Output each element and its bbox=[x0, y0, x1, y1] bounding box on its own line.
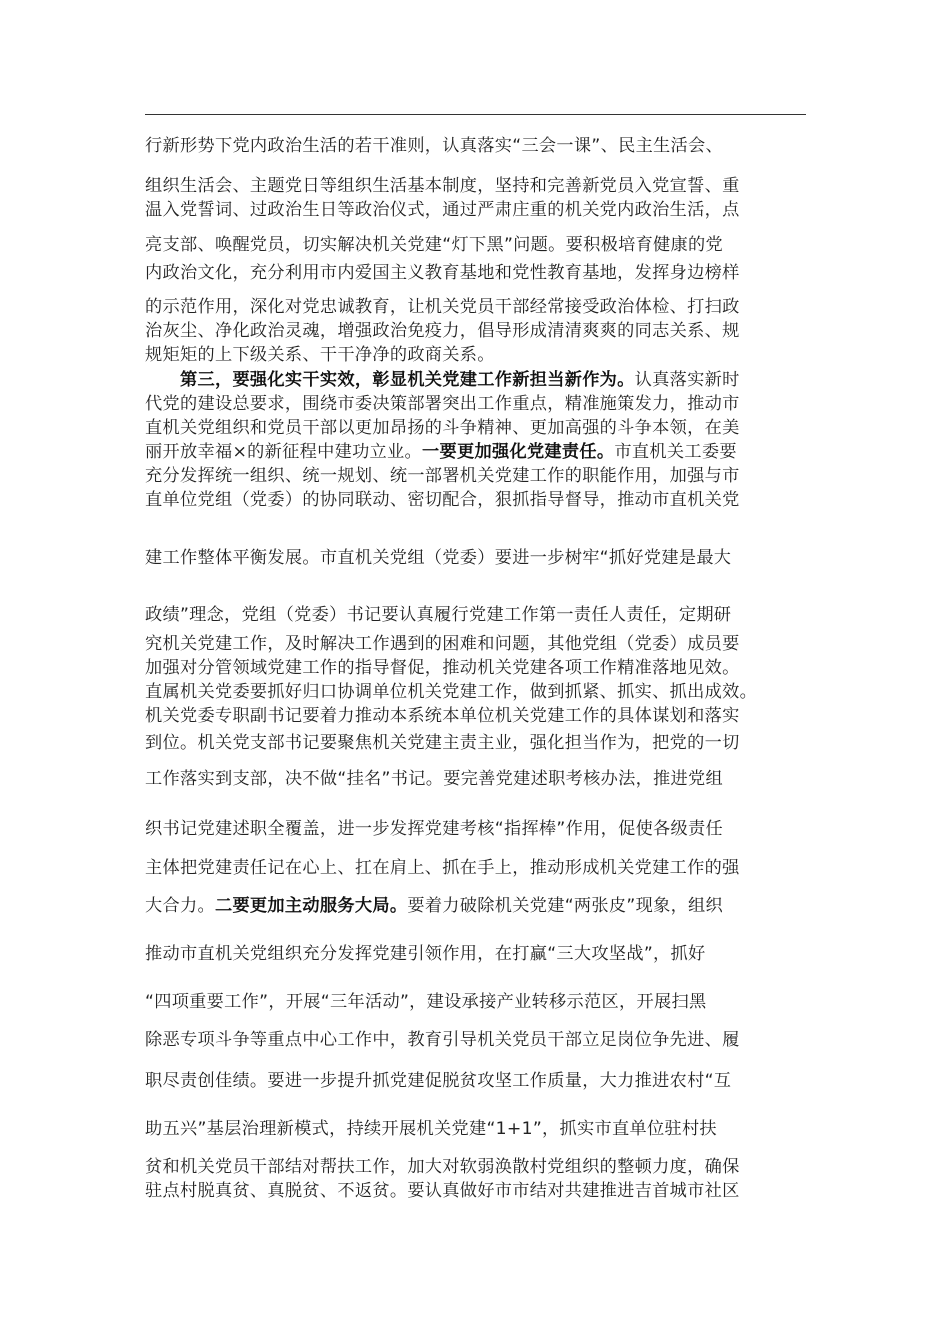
text-run: 直单位党组（党委）的协同联动、密切配合，狠抓指导督导，推动市直机关党 bbox=[145, 490, 740, 510]
text-run: 推动市直机关党组织充分发挥党建引领作用，在打赢“三大攻坚战”，抓好 bbox=[145, 944, 706, 964]
text-line bbox=[145, 1156, 810, 1178]
text-run: 代党的建设总要求，围绕市委决策部署突出工作重点，精准施策发力，推动市 bbox=[145, 394, 740, 414]
text-line bbox=[145, 895, 810, 917]
bold-text-run: 一要更加强化党建责任。 bbox=[422, 442, 615, 462]
text-line bbox=[145, 369, 810, 391]
text-run: 贫和机关党员干部结对帮扶工作，加大对软弱涣散村党组织的整顿力度，确保 bbox=[145, 1157, 740, 1177]
text-line bbox=[145, 681, 810, 703]
text-run: 规矩矩的上下级关系、干干净净的政商关系。 bbox=[145, 345, 495, 365]
text-line bbox=[145, 705, 810, 727]
text-line bbox=[145, 393, 810, 415]
text-line bbox=[145, 604, 810, 626]
text-line bbox=[145, 991, 810, 1013]
bold-text-run: 二要更加主动服务大局。 bbox=[214, 896, 408, 916]
text-line bbox=[145, 1029, 810, 1051]
text-line bbox=[145, 320, 810, 342]
text-run: 究机关党建工作，及时解决工作遇到的困难和问题，其他党组（党委）成员要 bbox=[145, 634, 740, 654]
text-line bbox=[145, 262, 810, 284]
text-run: 要着力破除机关党建“两张皮”现象，组织 bbox=[407, 896, 724, 916]
text-run: 机关党委专职副书记要着力推动本系统本单位机关党建工作的具体谋划和落实 bbox=[145, 706, 740, 726]
text-line bbox=[145, 417, 810, 439]
text-run: 治灰尘、净化政治灵魂，增强政治免疫力，倡导形成清清爽爽的同志关系、规 bbox=[145, 321, 740, 341]
text-run: 内政治文化，充分利用市内爱国主义教育基地和党性教育基地，发挥身边榜样 bbox=[145, 263, 740, 283]
text-run: 的示范作用，深化对党忠诚教育，让机关党员干部经常接受政治体检、打扫政 bbox=[145, 297, 740, 317]
text-run: 织书记党建述职全覆盖，进一步发挥党建考核“指挥棒”作用，促使各级责任 bbox=[145, 819, 724, 839]
text-run: 亮支部、唤醒党员，切实解决机关党建“灯下黑”问题。要积极培育健康的党 bbox=[145, 235, 724, 255]
text-run: 大合力。 bbox=[145, 896, 215, 916]
text-run: 助五兴”基层治理新模式，持续开展机关党建“1+1”，抓实市直单位驻村扶 bbox=[145, 1119, 717, 1139]
text-line bbox=[145, 943, 810, 965]
text-run: 主体把党建责任记在心上、扛在肩上、抓在手上，推动形成机关党建工作的强 bbox=[145, 858, 740, 878]
text-line bbox=[145, 1070, 810, 1092]
text-line bbox=[145, 818, 810, 840]
text-line bbox=[145, 857, 810, 879]
text-run: 认真落实新时 bbox=[634, 370, 740, 390]
text-run: 直属机关党委要抓好归口协调单位机关党建工作，做到抓紧、抓实、抓出成效。 bbox=[145, 682, 758, 702]
text-run: 温入党誓词、过政治生日等政治仪式，通过严肃庄重的机关党内政治生活，点 bbox=[145, 200, 740, 220]
text-run: “四项重要工作”，开展“三年活动”，建设承接产业转移示范区，开展扫黑 bbox=[145, 992, 707, 1012]
text-line bbox=[145, 489, 810, 511]
text-run: 职尽责创佳绩。要进一步提升抓党建促脱贫攻坚工作质量，大力推进农村“互 bbox=[145, 1071, 732, 1091]
text-line bbox=[145, 234, 810, 256]
text-run: 丽开放幸福×的新征程中建功立业。 bbox=[145, 442, 423, 462]
text-line bbox=[145, 732, 810, 754]
text-run: 到位。机关党支部书记要聚焦机关党建主责主业，强化担当作为，把党的一切 bbox=[145, 733, 740, 753]
text-run: 市直机关工委要 bbox=[614, 442, 737, 462]
text-line bbox=[145, 768, 810, 790]
text-run: 直机关党组织和党员干部以更加昂扬的斗争精神、更加高强的斗争本领，在美 bbox=[145, 418, 740, 438]
text-line bbox=[145, 1180, 810, 1202]
text-line bbox=[145, 465, 810, 487]
header-rule bbox=[145, 114, 806, 115]
text-line bbox=[145, 135, 810, 157]
text-run: 除恶专项斗争等重点中心工作中，教育引导机关党员干部立足岗位争先进、履 bbox=[145, 1030, 740, 1050]
text-line bbox=[145, 344, 810, 366]
text-line bbox=[145, 1118, 810, 1140]
text-line bbox=[145, 441, 810, 463]
text-line bbox=[145, 175, 810, 197]
text-run: 行新形势下党内政治生活的若干准则，认真落实“三会一课”、民主生活会、 bbox=[145, 136, 724, 156]
text-run: 政绩”理念，党组（党委）书记要认真履行党建工作第一责任人责任，定期研 bbox=[145, 605, 732, 625]
text-line bbox=[145, 633, 810, 655]
text-line bbox=[145, 296, 810, 318]
text-line bbox=[145, 657, 810, 679]
text-run: 充分发挥统一组织、统一规划、统一部署机关党建工作的职能作用，加强与市 bbox=[145, 466, 740, 486]
bold-text-run: 第三，要强化实干实效，彰显机关党建工作新担当新作为。 bbox=[145, 370, 635, 390]
text-run: 组织生活会、主题党日等组织生活基本制度，坚持和完善新党员入党宣誓、重 bbox=[145, 176, 740, 196]
text-line bbox=[145, 199, 810, 221]
text-run: 工作落实到支部，决不做“挂名”书记。要完善党建述职考核办法，推进党组 bbox=[145, 769, 724, 789]
text-run: 加强对分管领域党建工作的指导督促，推动机关党建各项工作精准落地见效。 bbox=[145, 658, 740, 678]
text-run: 驻点村脱真贫、真脱贫、不返贫。要认真做好市市结对共建推进吉首城市社区 bbox=[145, 1181, 740, 1201]
text-run: 建工作整体平衡发展。市直机关党组（党委）要进一步树牢“抓好党建是最大 bbox=[145, 548, 732, 568]
text-line bbox=[145, 547, 810, 569]
